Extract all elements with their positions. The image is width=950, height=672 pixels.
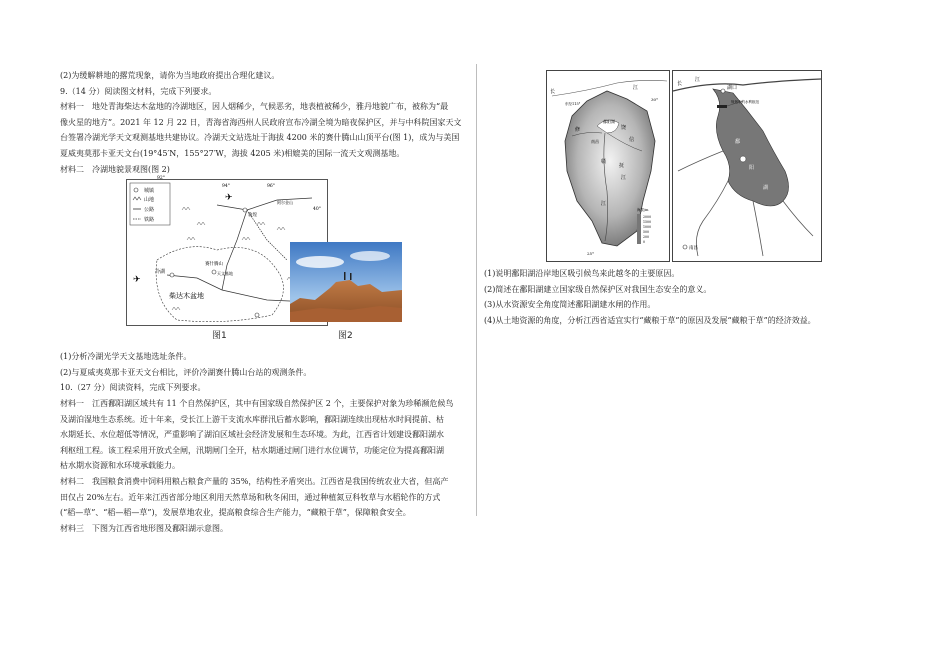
q10-m3: 材料三 下图为江西省地形图及鄱阳湖示意图。 — [60, 523, 228, 533]
terrain-map-svg — [547, 71, 669, 261]
label-jiang: 江 — [633, 85, 639, 91]
town-south — [255, 313, 259, 317]
planned-dam — [717, 105, 727, 108]
q10-m1-line2: 及湖泊湿地生态系统。近十年来，受长江上游干支流水库群汛后蓄水影响，鄱阳湖连续出现枯水时间提前、枯 — [60, 414, 444, 424]
photo-person-2 — [350, 273, 352, 280]
label-hukou: 湖口 — [727, 85, 738, 91]
lon-96-label: 96° — [267, 184, 275, 190]
airplane-icon-dunhuang: ✈ — [225, 193, 233, 204]
label-aerjin: 阿尔金山 — [277, 200, 293, 206]
q10-m1-line5: 枯水期水资源和水环境承载能力。 — [60, 461, 180, 471]
label-observatory: 天文基地 — [217, 271, 233, 277]
right-column — [484, 66, 864, 328]
lon-92-label: 92° — [157, 176, 165, 182]
photo-cloud-2 — [350, 251, 390, 261]
q10-m1-line4: 利枢纽工程。该工程采用开放式全闸，汛期闸门全开，枯水期通过闸门进行水位调节，功能定位为提高鄱阳湖 — [60, 445, 444, 455]
legend-elev-title: 海拔/m — [637, 208, 649, 212]
label-jiang3: 江 — [621, 175, 627, 181]
legend-elev-2000: 2000 — [643, 215, 652, 219]
label-dunhuang: 敦煌 — [248, 213, 257, 219]
road-central — [222, 210, 247, 290]
legend-elev-500: 500 — [643, 230, 650, 234]
q9-material1-line1: 材料一 地处青海柴达木盆地的冷湖地区，因人烟稀少，气候恶劣，地表植被稀少，雅丹地貌广布，被称为“最 — [60, 102, 449, 112]
label-lon115: 东经115° — [565, 102, 581, 106]
q9-sub2: (2)与夏威夷莫那卡亚天文台相比，评价冷湖赛什腾山台站的观测条件。 — [60, 367, 312, 377]
label-right-nanchang: 南昌 — [689, 246, 698, 251]
xin-river-lower — [783, 201, 813, 236]
lon-94-label: 94° — [222, 184, 230, 190]
legend-elev-0: 0 — [643, 240, 646, 244]
label-xiu: 修 — [575, 127, 581, 133]
q10-m2-line1: 材料二 我国粮食消费中饲料用粮占粮食产量的 35%，结构性矛盾突出。江西省是我国传统农业大省，但高产 — [60, 476, 449, 486]
legend-rail-label: 铁路 — [144, 217, 155, 224]
label-yang: 阳 — [749, 165, 755, 171]
label-hub: 规划中的水利枢纽 — [731, 100, 759, 104]
town-lenghu — [170, 273, 174, 277]
town-observatory — [212, 270, 216, 274]
basin-boundary — [156, 247, 283, 322]
q10-m2-line2: 田仅占 20%左右。近年来江西省部分地区利用天然草场和秋冬闲田，通过种植氮豆科牧草与水稻轮作的方式 — [60, 492, 441, 502]
fu-river-lower — [753, 201, 763, 256]
figure-2-svg — [290, 242, 402, 322]
legend-town-label: 城镇 — [144, 188, 155, 195]
column-divider — [476, 64, 477, 516]
left-column — [60, 68, 470, 536]
airplane-icon-lenghu: ✈ — [133, 275, 141, 286]
q8-sub2: (2)为缓解耕地的撂荒现象，请你为当地政府提出合理化建议。 — [60, 71, 280, 80]
label-fu: 抚 — [619, 163, 625, 169]
figure-2-caption: 图2 — [338, 331, 353, 342]
lake-island — [740, 156, 746, 162]
town-hukou — [721, 89, 725, 93]
q10-questions — [484, 266, 864, 328]
legend-elev-bar — [637, 214, 641, 244]
photo-cloud-1 — [296, 256, 344, 268]
q10-sub2: (2)简述在鄱阳湖建立国家级自然保护区对我国生态安全的意义。 — [484, 284, 712, 294]
label-hu: 湖 — [763, 185, 769, 191]
legend-elev-200: 200 — [643, 235, 650, 239]
figure-2-photo — [290, 242, 402, 322]
q10-m1-line1: 材料一 江西鄱阳湖区域共有 11 个自然保护区，其中有国家级自然保护区 2 个，主要保护对象为珍稀濒危候鸟 — [60, 398, 454, 408]
label-gan: 赣 — [601, 159, 607, 165]
label-po: 鄱 — [735, 139, 741, 145]
label-basin: 柴达木盆地 — [169, 292, 204, 301]
q10-sub1: (1)说明鄱阳湖沿岸地区吸引候鸟来此越冬的主要原因。 — [484, 269, 680, 278]
q9-heading: 9.（14 分）阅读图文材料，完成下列要求。 — [60, 86, 217, 96]
jiangxi-maps — [484, 66, 864, 264]
jiangxi-terrain-map — [546, 70, 670, 262]
label-poyanghu: 鄱阳湖 — [603, 119, 615, 124]
q9-sub1: (1)分析冷湖光学天文基地选址条件。 — [60, 352, 192, 362]
label-saishiteng: 赛什腾山 — [205, 262, 223, 268]
label-lat30: 30° — [651, 97, 659, 102]
legend-road-label: 公路 — [144, 207, 155, 214]
q9-material1-line4: 夏威夷莫那卡亚天文台(19°45′N，155°27′W，海拔 4205 米)相媲美的国际一流天文观测基地。 — [60, 148, 405, 158]
jiangxi-outline — [565, 91, 655, 246]
town-dunhuang — [243, 208, 247, 212]
label-right-jiang: 江 — [695, 77, 701, 83]
label-xin: 信 — [629, 137, 635, 143]
lat-40-label: 40° — [313, 207, 321, 213]
figure-1-caption: 图1 — [212, 331, 227, 342]
town-nanchang — [683, 245, 687, 249]
q9-figures — [60, 176, 470, 349]
label-chang: 长 — [550, 89, 556, 95]
q10-m2-line3: (“稻—草”、“稻—稻—草”)，发展草地农业，提高粮食综合生产能力，“藏粮于草”，保障粮食安全。 — [60, 508, 411, 518]
q9-material1-line3: 台签署冷湖光学天文观测基地共建协议。冷湖天文站选址于海拔 4200 米的赛什腾山山顶平台(图 1)，成为与美国 — [60, 133, 460, 143]
q9-material2: 材料二 冷湖地貌景观图(图 2) — [60, 164, 170, 174]
q10-sub3: (3)从水资源安全角度简述鄱阳湖建水闸的作用。 — [484, 300, 656, 310]
poyang-lake-map — [672, 70, 822, 262]
q9-material1-line2: 像火星的地方”。2021 年 12 月 22 日，青海省海西州人民政府宣布冷湖全境为暗夜保护区，并与中科院国家天文 — [60, 117, 462, 127]
label-lat25: 25° — [587, 251, 595, 256]
label-lenghu: 冷湖 — [155, 269, 166, 276]
legend-elev-1500: 1500 — [643, 220, 652, 224]
gan-river-lower — [696, 181, 728, 256]
label-nanchang: 南昌 — [591, 139, 599, 144]
legend-elev-1000: 1000 — [643, 225, 652, 229]
xiu-river-lower — [678, 151, 723, 171]
poyang-map-svg — [673, 71, 821, 261]
q10-sub4: (4)从土地资源的角度，分析江西省适宜实行“藏粮于草”的原因及发展“藏粮于草”的经济效益。 — [484, 315, 816, 325]
label-right-chang: 长 — [677, 81, 683, 87]
label-jiang2: 江 — [601, 201, 607, 207]
photo-person-1 — [344, 272, 346, 280]
q10-heading: 10.（27 分）阅读资料，完成下列要求。 — [60, 383, 206, 393]
q10-m1-line3: 水期延长、水位超低等情况，严重影响了湖泊区域社会经济发展和生态环境。为此，江西省计划建设鄱阳湖水 — [60, 430, 444, 440]
label-rao: 饶 — [621, 125, 627, 131]
legend-mountain-label: 山地 — [144, 197, 155, 204]
